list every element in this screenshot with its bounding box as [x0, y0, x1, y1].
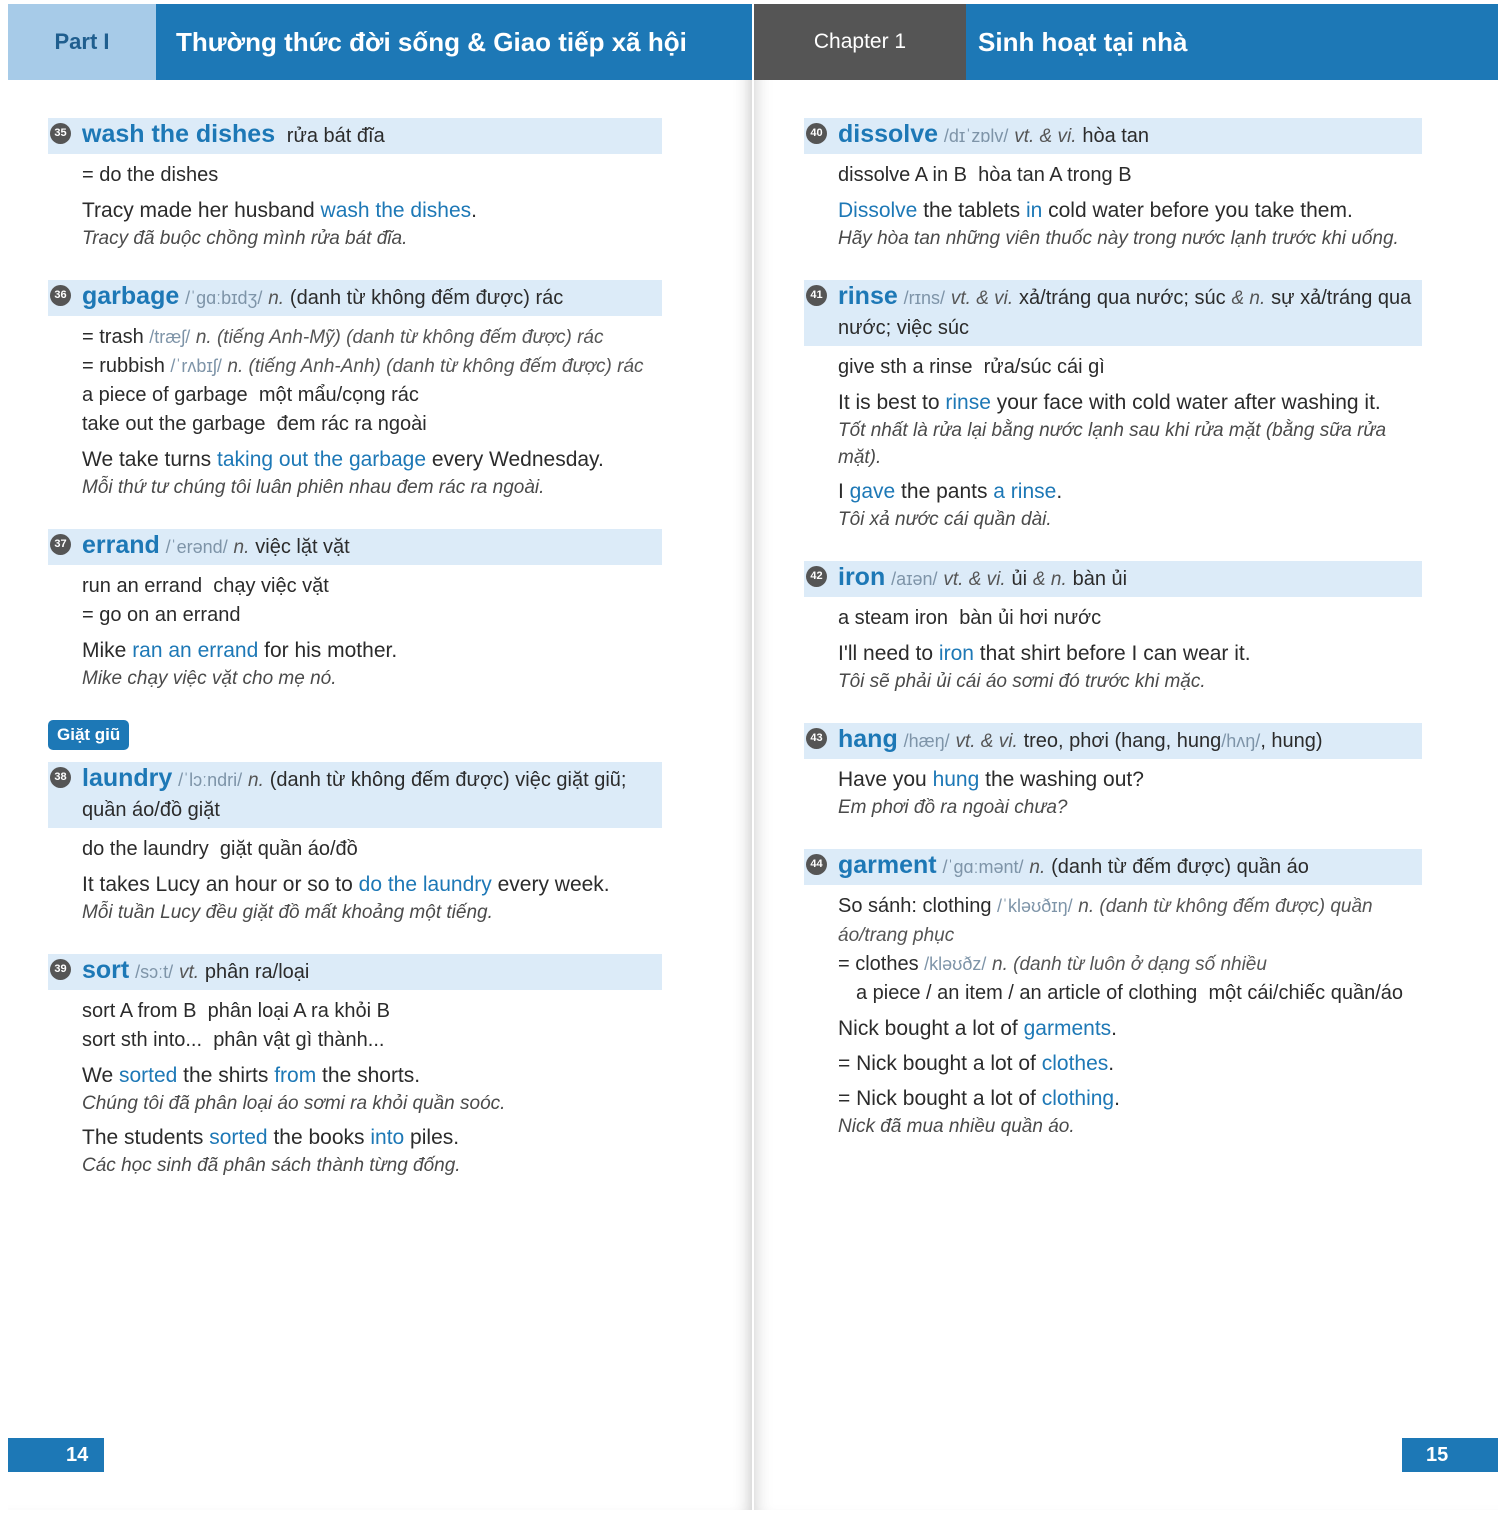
- entry-36: [54, 280, 662, 501]
- headword: hang: [838, 725, 898, 753]
- right-page: [754, 4, 1498, 1510]
- part-of-speech: & n.: [1032, 569, 1067, 590]
- entry-number: 36: [50, 285, 71, 306]
- example-sentence: Nick bought a lot of garments.: [838, 1017, 1117, 1040]
- collocation: run an errand chạy việc vặt: [82, 575, 329, 597]
- translation: Tốt nhất là rửa lại bằng nước lạnh sau khi rửa mặt (bằng sữa rửa mặt).: [838, 420, 1387, 468]
- translation: Tôi xả nước cái quần dài.: [838, 509, 1052, 530]
- left-page: [8, 4, 752, 1510]
- part-of-speech: & n.: [1231, 288, 1266, 309]
- synonym: = rubbish /ˈrʌbɪʃ/ n. (tiếng Anh-Anh) (danh từ không đếm được) rác: [82, 355, 644, 377]
- headword: wash the dishes: [82, 120, 276, 148]
- meaning: bàn ủi: [1072, 568, 1128, 590]
- synonym: = do the dishes: [82, 164, 219, 186]
- entry-35: [54, 118, 662, 252]
- headword: iron: [838, 563, 886, 591]
- part-of-speech: n.: [233, 537, 250, 558]
- entry-number: 44: [806, 854, 827, 875]
- headword-line: [804, 280, 1422, 346]
- entry-43: [810, 723, 1422, 821]
- headword-line: [804, 849, 1422, 885]
- collocation: dissolve A in B hòa tan A trong B: [838, 164, 1132, 186]
- part-tab: Part I: [8, 4, 156, 80]
- entry-37: [54, 529, 662, 692]
- example-sentence: It takes Lucy an hour or so to do the laundry every week.: [82, 873, 610, 896]
- entry-number: 35: [50, 123, 71, 144]
- headword-line: [48, 954, 662, 990]
- synonym: = clothes /kləʊðz/ n. (danh từ luôn ở dạng số nhiều: [838, 953, 1267, 975]
- meaning: xả/tráng qua nước; súc: [1019, 287, 1226, 309]
- entry-44: [810, 849, 1422, 1140]
- page-number: 14: [8, 1438, 104, 1472]
- part-of-speech: n.: [268, 288, 285, 309]
- example-sentence: We sorted the shirts from the shorts.: [82, 1064, 421, 1087]
- meaning: ủi: [1011, 568, 1028, 590]
- meaning: , hung): [1260, 730, 1323, 752]
- example-sentence: = Nick bought a lot of clothes.: [838, 1052, 1115, 1075]
- synonym: = go on an errand: [82, 604, 241, 626]
- entry-number: 41: [806, 285, 827, 306]
- example-sentence: The students sorted the books into piles.: [82, 1126, 460, 1149]
- entry-39: [54, 954, 662, 1179]
- part-of-speech: n.: [1029, 857, 1046, 878]
- pronunciation: /ˈerənd/: [165, 537, 228, 557]
- right-content: [810, 118, 1422, 1168]
- pronunciation: /dɪˈzɒlv/: [943, 126, 1009, 146]
- pronunciation: /ˈɡɑːmənt/: [942, 857, 1024, 877]
- collocation: take out the garbage đem rác ra ngoài: [82, 413, 427, 435]
- entry-number: 38: [50, 767, 71, 788]
- part-title: Thường thức đời sống & Giao tiếp xã hội: [176, 26, 687, 57]
- part-of-speech: vt. & vi.: [1014, 126, 1077, 147]
- entry-38: [54, 762, 662, 926]
- headword-line: [804, 118, 1422, 154]
- entry-42: [810, 561, 1422, 695]
- headword-line: [804, 561, 1422, 597]
- pronunciation: /hʌŋ/: [1221, 731, 1261, 751]
- meaning: (danh từ không đếm được) việc giặt giũ; quần áo/đồ giặt: [82, 769, 627, 821]
- headword-line: [48, 118, 662, 154]
- meaning: việc lặt vặt: [255, 536, 350, 558]
- left-content: [54, 118, 662, 1207]
- entry-40: [810, 118, 1422, 252]
- entry-41: [810, 280, 1422, 533]
- entry-number: 43: [806, 728, 827, 749]
- comparison: So sánh: clothing /ˈkləʊðɪŋ/ n. (danh từ không đếm được) quần áo/trang phục: [838, 895, 1373, 946]
- collocation: sort A from B phân loại A ra khỏi B: [82, 1000, 390, 1022]
- pronunciation: /ˈlɔːndri/: [178, 770, 243, 790]
- chapter-title: Sinh hoạt tại nhà: [978, 26, 1188, 57]
- translation: Mike chạy việc vặt cho mẹ nó.: [82, 668, 337, 689]
- example-sentence: We take turns taking out the garbage every Wednesday.: [82, 448, 604, 471]
- entry-number: 42: [806, 566, 827, 587]
- headword: laundry: [82, 764, 173, 792]
- part-of-speech: vt.: [178, 962, 199, 983]
- example-sentence: Mike ran an errand for his mother.: [82, 639, 398, 662]
- meaning: treo, phơi (hang, hung: [1023, 730, 1222, 752]
- headword: sort: [82, 956, 130, 984]
- translation: Em phơi đồ ra ngoài chưa?: [838, 797, 1068, 818]
- meaning: phân ra/loại: [204, 961, 310, 983]
- page-header: [754, 4, 1498, 80]
- entry-number: 39: [50, 959, 71, 980]
- example-sentence: It is best to rinse your face with cold water after washing it.: [838, 391, 1381, 414]
- translation: Nick đã mua nhiều quần áo.: [838, 1116, 1075, 1137]
- headword-line: [48, 280, 662, 316]
- headword: garment: [838, 851, 937, 879]
- example-sentence: I'll need to iron that shirt before I can wear it.: [838, 642, 1251, 665]
- headword: dissolve: [838, 120, 939, 148]
- example-sentence: I gave the pants a rinse.: [838, 480, 1063, 503]
- part-of-speech: vt. & vi.: [950, 288, 1014, 309]
- example-sentence: Tracy made her husband wash the dishes.: [82, 199, 477, 222]
- example-sentence: Dissolve the tablets in cold water before you take them.: [838, 199, 1353, 222]
- meaning: (danh từ đếm được) quần áo: [1051, 856, 1309, 878]
- entry-number: 40: [806, 123, 827, 144]
- headword-line: [804, 723, 1422, 759]
- translation: Các học sinh đã phân sách thành từng đống.: [82, 1155, 461, 1176]
- meaning: hòa tan: [1082, 125, 1150, 147]
- translation: Tôi sẽ phải ủi cái áo sơmi đó trước khi mặc.: [838, 671, 1206, 692]
- part-of-speech: vt. & vi.: [955, 731, 1018, 752]
- headword: garbage: [82, 282, 180, 310]
- page-number: 15: [1402, 1438, 1498, 1472]
- translation: Tracy đã buộc chồng mình rửa bát đĩa.: [82, 228, 408, 249]
- headword-line: [48, 762, 662, 828]
- translation: Mỗi thứ tư chúng tôi luân phiên nhau đem rác ra ngoài.: [82, 477, 545, 498]
- meaning: sự xả/tráng qua nước; việc súc: [838, 287, 1412, 339]
- collocation: a steam iron bàn ủi hơi nước: [838, 607, 1102, 629]
- part-of-speech: n.: [248, 770, 264, 791]
- meaning: (danh từ không đếm được) rác: [289, 287, 564, 309]
- translation: Chúng tôi đã phân loại áo sơmi ra khỏi quần soóc.: [82, 1093, 506, 1114]
- pronunciation: /sɔːt/: [135, 962, 174, 982]
- collocation: do the laundry giặt quần áo/đồ: [82, 838, 358, 860]
- translation: Mỗi tuần Lucy đều giặt đồ mất khoảng một tiếng.: [82, 902, 493, 923]
- pronunciation: /ˈɡɑːbɪdʒ/: [185, 288, 263, 308]
- translation: Hãy hòa tan những viên thuốc này trong nước lạnh trước khi uống.: [838, 228, 1399, 249]
- page-header: [8, 4, 752, 80]
- entry-number: 37: [50, 534, 71, 555]
- collocation: sort sth into... phân vật gì thành...: [82, 1029, 385, 1051]
- collocation: a piece of garbage một mẩu/cọng rác: [82, 384, 419, 406]
- pronunciation: /aɪən/: [891, 569, 938, 589]
- pronunciation: /rɪns/: [903, 288, 946, 308]
- collocation: a piece / an item / an article of clothing một cái/chiếc quần/áo: [856, 982, 1403, 1004]
- meaning: rửa bát đĩa: [286, 125, 385, 147]
- collocation: give sth a rinse rửa/súc cái gì: [838, 356, 1105, 378]
- headword: rinse: [838, 282, 898, 310]
- example-sentence: Have you hung the washing out?: [838, 768, 1144, 791]
- section-tag: Giặt giũ: [48, 720, 129, 750]
- chapter-tab: Chapter 1: [754, 4, 966, 80]
- headword-line: [48, 529, 662, 565]
- pronunciation: /hæŋ/: [903, 731, 950, 751]
- example-sentence: = Nick bought a lot of clothing.: [838, 1087, 1120, 1110]
- headword: errand: [82, 531, 160, 559]
- part-of-speech: vt. & vi.: [943, 569, 1006, 590]
- synonym: = trash /træʃ/ n. (tiếng Anh-Mỹ) (danh từ không đếm được) rác: [82, 326, 604, 348]
